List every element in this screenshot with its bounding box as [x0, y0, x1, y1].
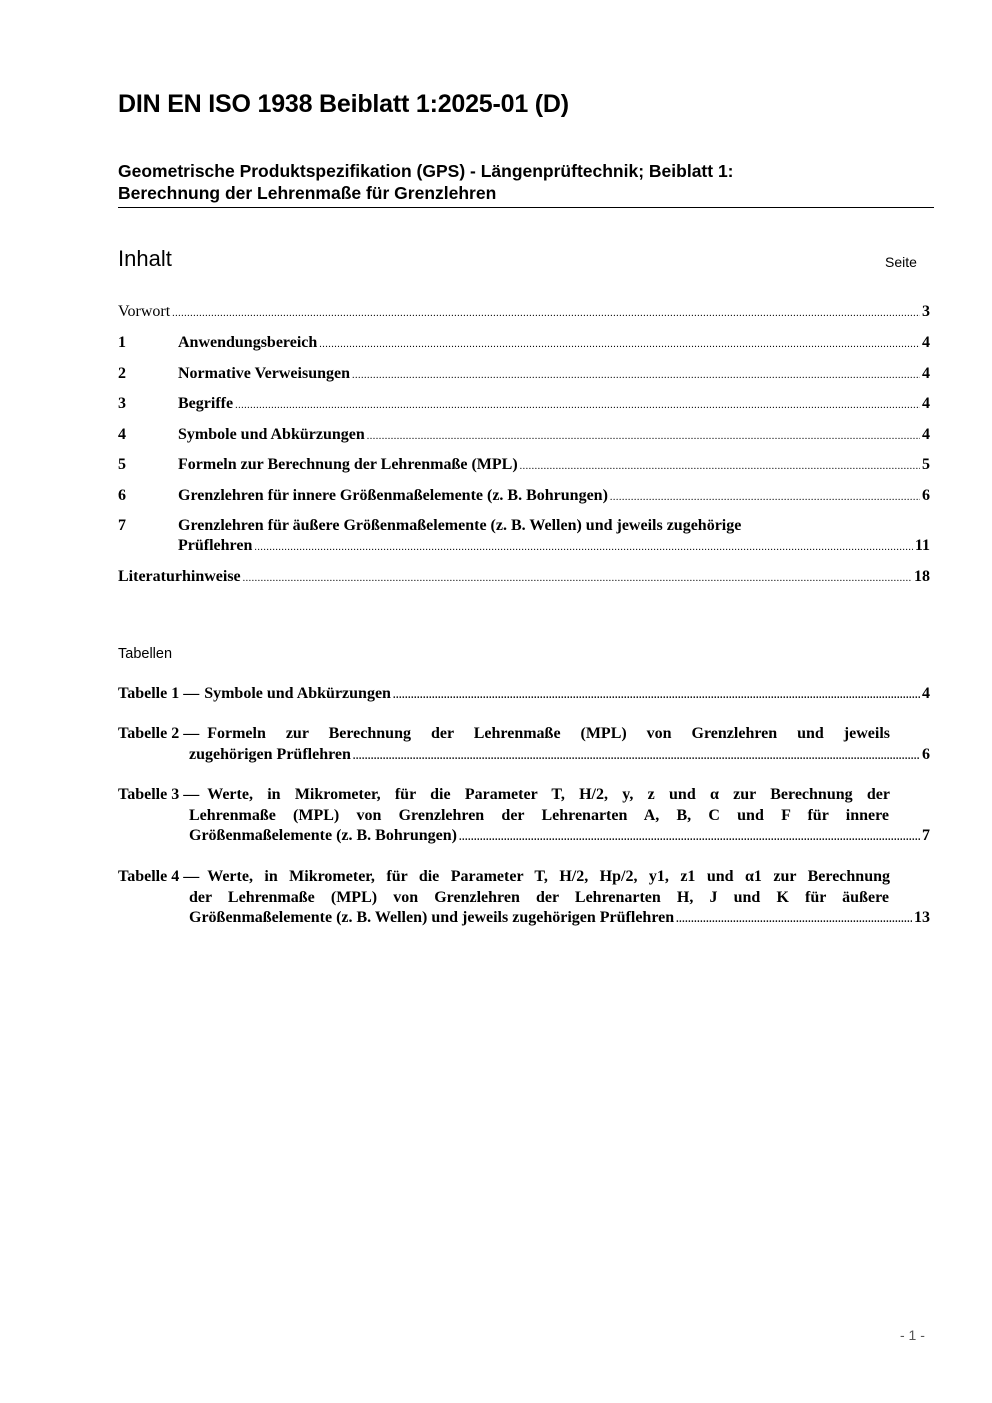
table-label: Tabelle 4 — — [118, 868, 200, 885]
table-title: Formeln zur Berechnung der Lehrenmaße (MPL) von Grenzlehren und jeweils — [207, 725, 890, 742]
toc-entry-2[interactable] — [118, 364, 930, 386]
table-page: 13 — [914, 909, 930, 926]
toc-entry-3[interactable] — [118, 394, 930, 416]
toc-entry-number: 3 — [118, 395, 126, 412]
toc-entry-page: 5 — [922, 456, 930, 473]
leader-dots — [676, 910, 912, 931]
toc-heading: Inhalt — [118, 246, 172, 271]
toc-entry-page: 3 — [922, 303, 930, 320]
page-column-label: Seite — [885, 254, 917, 270]
leader-dots — [352, 366, 920, 386]
toc-entry-title: Symbole und Abkürzungen — [178, 426, 365, 443]
leader-dots — [393, 686, 920, 707]
table-title-continued: zugehörigen Prüflehren — [189, 745, 351, 763]
table-title-continued: der Lehrenmaße (MPL) von Grenzlehren der Lehrenarten H, J und K für äußere — [189, 888, 889, 906]
toc-entry-page: 18 — [914, 568, 930, 585]
table-title-continued: Größenmaßelemente (z. B. Bohrungen) — [189, 827, 457, 844]
toc-entry-number: 2 — [118, 365, 126, 382]
table-title: Werte, in Mikrometer, für die Parameter T, H/2, y, z und α zur Berechnung der — [207, 786, 890, 803]
toc-entry-number: 5 — [118, 456, 126, 473]
leader-dots — [319, 335, 920, 355]
table-label: Tabelle 3 — — [118, 786, 200, 803]
toc-entry-5[interactable] — [118, 455, 930, 477]
toc-entry-1[interactable] — [118, 333, 930, 355]
toc-entry-title-continued: Prüflehren — [178, 537, 253, 554]
table-label: Tabelle 2 — — [118, 725, 200, 742]
document-title: DIN EN ISO 1938 Beiblatt 1:2025-01 (D) — [118, 90, 569, 118]
page-number: - 1 - — [900, 1327, 925, 1343]
table-page: 4 — [922, 685, 930, 702]
subtitle-line-2: Berechnung der Lehrenmaße für Grenzlehren — [118, 183, 497, 203]
toc-entry-page: 4 — [922, 426, 930, 443]
toc-entry-title: Normative Verweisungen — [178, 365, 350, 382]
toc-entry-page: 11 — [914, 537, 930, 554]
leader-dots — [459, 828, 920, 849]
toc-entry-number: 4 — [118, 426, 126, 443]
table-entry-4[interactable] — [118, 867, 930, 931]
table-label: Tabelle 1 — — [118, 685, 200, 702]
leader-dots — [520, 457, 920, 477]
toc-entry-vorwort[interactable] — [118, 302, 930, 324]
document-subtitle — [118, 160, 934, 208]
subtitle-line-1: Geometrische Produktspezifikation (GPS) - Längenprüftechnik; Beiblatt 1: — [118, 161, 734, 181]
toc-entry-6[interactable] — [118, 486, 930, 508]
toc-entry-title: Vorwort — [118, 303, 171, 320]
toc-entry-title: Anwendungsbereich — [178, 334, 318, 351]
toc-entry-page: 4 — [922, 334, 930, 351]
toc-entry-page: 6 — [922, 487, 930, 504]
table-title-continued: Größenmaßelemente (z. B. Wellen) und jeweils zugehörigen Prüflehren — [189, 909, 675, 926]
leader-dots — [367, 427, 920, 447]
toc-entry-number: 6 — [118, 487, 126, 504]
toc-entry-page: 4 — [922, 365, 930, 382]
table-page: 6 — [922, 745, 930, 763]
table-entry-2[interactable] — [118, 724, 930, 767]
table-entry-1[interactable] — [118, 684, 930, 707]
table-page: 7 — [922, 827, 930, 844]
leader-dots — [353, 747, 920, 768]
table-title-continued: Lehrenmaße (MPL) von Grenzlehren der Lehrenarten A, B, C und F für innere — [189, 806, 889, 824]
leader-dots — [172, 304, 920, 324]
toc-entry-4[interactable] — [118, 425, 930, 447]
toc-entry-title: Begriffe — [178, 395, 234, 412]
toc-entry-7[interactable] — [118, 516, 930, 558]
toc-entry-title: Formeln zur Berechnung der Lehrenmaße (MPL) — [178, 456, 518, 473]
toc-entry-literaturhinweise[interactable] — [118, 567, 930, 589]
leader-dots — [243, 569, 912, 589]
leader-dots — [235, 396, 920, 416]
toc-entry-number: 7 — [118, 517, 126, 534]
table-title: Symbole und Abkürzungen — [204, 685, 391, 702]
toc-entry-title: Grenzlehren für innere Größenmaßelemente (z. B. Bohrungen) — [178, 487, 608, 504]
toc-entry-title: Grenzlehren für äußere Größenmaßelemente (z. B. Wellen) und jeweils zugehörige — [178, 517, 742, 534]
toc-entry-number: 1 — [118, 334, 126, 351]
toc-entry-title: Literaturhinweise — [118, 568, 241, 585]
toc-entry-page: 4 — [922, 395, 930, 412]
leader-dots — [610, 488, 920, 508]
table-title: Werte, in Mikrometer, für die Parameter T, H/2, Hp/2, y1, z1 und α1 zur Berechnung — [207, 868, 890, 885]
table-entry-3[interactable] — [118, 785, 930, 849]
leader-dots — [254, 538, 913, 558]
tables-heading: Tabellen — [118, 646, 173, 662]
